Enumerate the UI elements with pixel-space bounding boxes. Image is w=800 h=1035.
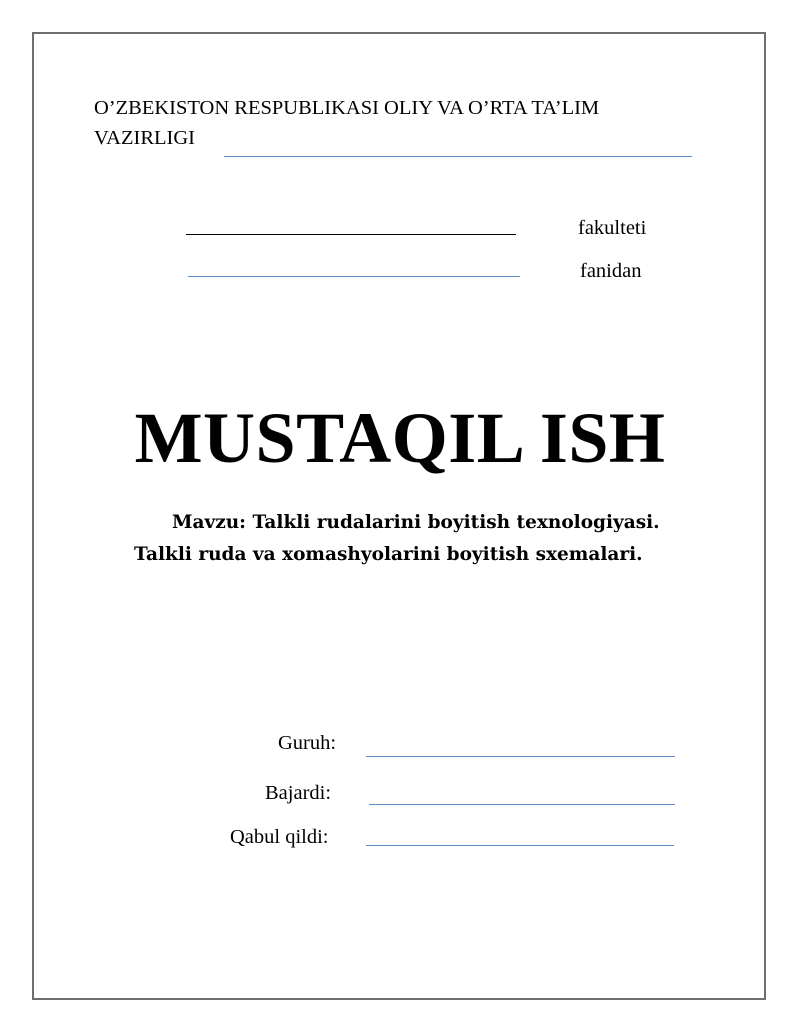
topic-line-2: Talkli ruda va xomashyolarini boyitish sxemalari. — [134, 544, 643, 565]
accepted-blank-line — [366, 845, 674, 846]
performed-blank-line — [369, 804, 675, 805]
subject-blank-line — [188, 276, 520, 277]
group-label: Guruh: — [278, 732, 337, 754]
ministry-line-1: O’ZBEKISTON RESPUBLIKASI OLIY VA O’RTA TA’LIM — [94, 97, 600, 119]
faculty-blank-line — [186, 234, 516, 235]
accepted-label: Qabul qildi: — [230, 826, 329, 848]
ministry-line-2: VAZIRLIGI — [94, 127, 195, 149]
faculty-label: fakulteti — [578, 217, 647, 239]
performed-label: Bajardi: — [265, 782, 332, 804]
group-blank-line — [366, 756, 675, 757]
document-title: MUSTAQIL ISH — [134, 398, 666, 478]
subject-label: fanidan — [580, 260, 642, 282]
ministry-underline — [224, 156, 692, 157]
ministry-header — [94, 93, 599, 153]
topic-line-1: Mavzu: Talkli rudalarini boyitish texnologiyasi. — [172, 512, 660, 533]
